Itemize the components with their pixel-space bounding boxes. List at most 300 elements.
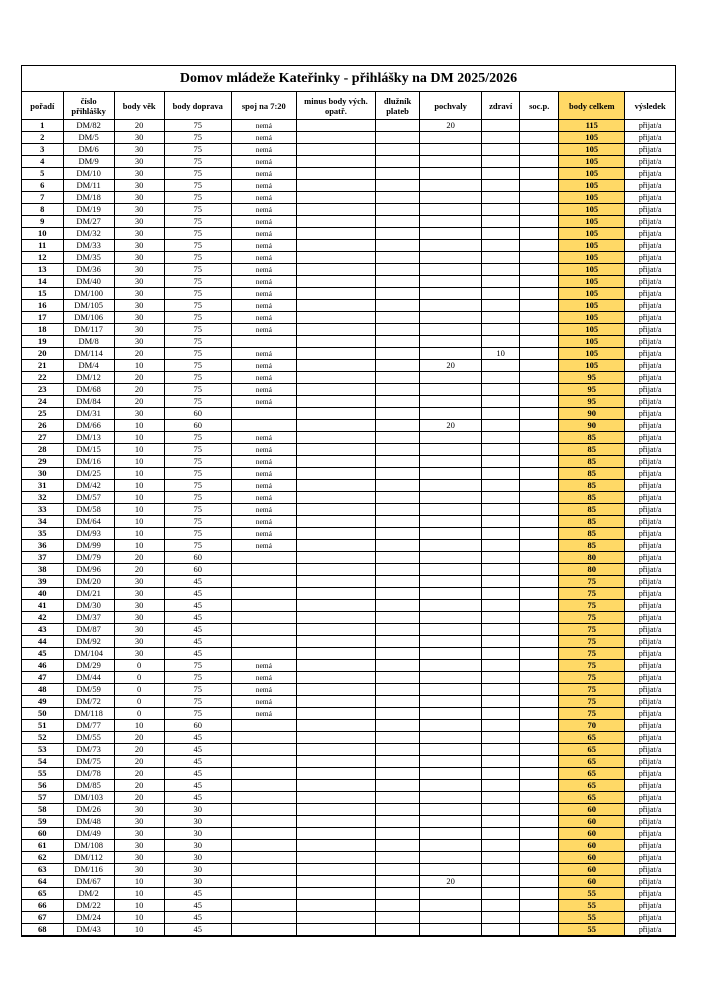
cell-body-celkem: 65	[559, 792, 625, 804]
cell-body-doprava: 60	[164, 720, 231, 732]
cell-pochvaly	[420, 156, 482, 168]
cell-dluznik	[376, 420, 420, 432]
cell-body-doprava: 75	[164, 660, 231, 672]
cell-poradi: 61	[22, 840, 63, 852]
cell-soc-p	[520, 576, 559, 588]
cell-body-celkem: 85	[559, 480, 625, 492]
cell-spoj: nemá	[231, 684, 296, 696]
cell-body-celkem: 90	[559, 420, 625, 432]
cell-dluznik	[376, 804, 420, 816]
cell-poradi: 55	[22, 768, 63, 780]
table-row	[22, 828, 675, 840]
cell-body-celkem: 75	[559, 576, 625, 588]
cell-vysledek: přijat/a	[625, 492, 675, 504]
cell-body-vek: 30	[114, 336, 164, 348]
cell-zdravi	[482, 732, 520, 744]
table-row	[22, 924, 675, 936]
table-row	[22, 864, 675, 876]
cell-poradi: 17	[22, 312, 63, 324]
cell-body-doprava: 75	[164, 444, 231, 456]
cell-pochvaly	[420, 756, 482, 768]
cell-spoj: nemá	[231, 516, 296, 528]
cell-body-vek: 30	[114, 840, 164, 852]
cell-body-doprava: 30	[164, 804, 231, 816]
cell-vysledek: přijat/a	[625, 312, 675, 324]
cell-cislo-prihlasky: DM/43	[63, 924, 114, 936]
cell-pochvaly	[420, 324, 482, 336]
table-row	[22, 756, 675, 768]
col-header-cislo-prihlasky: číslo přihlášky	[63, 92, 114, 120]
cell-cislo-prihlasky: DM/5	[63, 132, 114, 144]
cell-body-vek: 20	[114, 792, 164, 804]
cell-pochvaly	[420, 384, 482, 396]
cell-minus-body	[296, 648, 375, 660]
cell-body-vek: 30	[114, 804, 164, 816]
cell-spoj: nemá	[231, 444, 296, 456]
cell-body-doprava: 75	[164, 480, 231, 492]
cell-minus-body	[296, 144, 375, 156]
cell-pochvaly	[420, 252, 482, 264]
cell-body-celkem: 80	[559, 564, 625, 576]
cell-body-celkem: 105	[559, 192, 625, 204]
cell-body-doprava: 75	[164, 240, 231, 252]
cell-zdravi	[482, 288, 520, 300]
cell-zdravi	[482, 204, 520, 216]
cell-cislo-prihlasky: DM/32	[63, 228, 114, 240]
cell-pochvaly	[420, 744, 482, 756]
cell-spoj: nemá	[231, 120, 296, 132]
cell-body-vek: 10	[114, 876, 164, 888]
table-row	[22, 804, 675, 816]
cell-zdravi	[482, 924, 520, 936]
cell-dluznik	[376, 372, 420, 384]
cell-vysledek: přijat/a	[625, 528, 675, 540]
page-title: Domov mládeže Kateřinky - přihlášky na DM 2025/2026	[22, 66, 675, 92]
cell-zdravi	[482, 528, 520, 540]
cell-spoj: nemá	[231, 384, 296, 396]
table-row	[22, 696, 675, 708]
cell-vysledek: přijat/a	[625, 600, 675, 612]
cell-minus-body	[296, 444, 375, 456]
cell-dluznik	[376, 864, 420, 876]
cell-poradi: 15	[22, 288, 63, 300]
cell-zdravi	[482, 372, 520, 384]
table-row	[22, 900, 675, 912]
cell-soc-p	[520, 540, 559, 552]
cell-body-doprava: 75	[164, 456, 231, 468]
cell-body-vek: 30	[114, 288, 164, 300]
cell-soc-p	[520, 480, 559, 492]
cell-minus-body	[296, 744, 375, 756]
cell-vysledek: přijat/a	[625, 876, 675, 888]
cell-soc-p	[520, 384, 559, 396]
cell-body-celkem: 75	[559, 660, 625, 672]
cell-spoj: nemá	[231, 192, 296, 204]
cell-poradi: 35	[22, 528, 63, 540]
cell-spoj: nemá	[231, 228, 296, 240]
cell-body-celkem: 105	[559, 144, 625, 156]
cell-pochvaly	[420, 144, 482, 156]
table-row	[22, 852, 675, 864]
cell-spoj	[231, 732, 296, 744]
cell-poradi: 38	[22, 564, 63, 576]
cell-body-celkem: 65	[559, 780, 625, 792]
table-row	[22, 768, 675, 780]
cell-vysledek: přijat/a	[625, 552, 675, 564]
cell-spoj	[231, 636, 296, 648]
cell-soc-p	[520, 828, 559, 840]
cell-body-celkem: 85	[559, 432, 625, 444]
table-row	[22, 564, 675, 576]
cell-cislo-prihlasky: DM/114	[63, 348, 114, 360]
cell-spoj: nemá	[231, 204, 296, 216]
cell-cislo-prihlasky: DM/2	[63, 888, 114, 900]
cell-pochvaly	[420, 612, 482, 624]
cell-vysledek: přijat/a	[625, 720, 675, 732]
cell-pochvaly	[420, 504, 482, 516]
cell-pochvaly	[420, 132, 482, 144]
table-row	[22, 528, 675, 540]
cell-soc-p	[520, 192, 559, 204]
cell-vysledek: přijat/a	[625, 648, 675, 660]
cell-dluznik	[376, 732, 420, 744]
table-row	[22, 288, 675, 300]
cell-poradi: 26	[22, 420, 63, 432]
cell-poradi: 68	[22, 924, 63, 936]
cell-cislo-prihlasky: DM/58	[63, 504, 114, 516]
cell-cislo-prihlasky: DM/96	[63, 564, 114, 576]
cell-poradi: 27	[22, 432, 63, 444]
cell-soc-p	[520, 792, 559, 804]
cell-minus-body	[296, 552, 375, 564]
cell-poradi: 9	[22, 216, 63, 228]
cell-soc-p	[520, 732, 559, 744]
cell-dluznik	[376, 156, 420, 168]
cell-pochvaly	[420, 480, 482, 492]
table-row	[22, 516, 675, 528]
cell-soc-p	[520, 564, 559, 576]
cell-spoj	[231, 900, 296, 912]
cell-poradi: 20	[22, 348, 63, 360]
table-body	[22, 120, 675, 936]
cell-minus-body	[296, 204, 375, 216]
table-row	[22, 792, 675, 804]
cell-poradi: 49	[22, 696, 63, 708]
cell-minus-body	[296, 324, 375, 336]
cell-body-vek: 20	[114, 120, 164, 132]
cell-zdravi	[482, 648, 520, 660]
cell-soc-p	[520, 420, 559, 432]
cell-soc-p	[520, 744, 559, 756]
cell-zdravi	[482, 624, 520, 636]
table-row	[22, 648, 675, 660]
cell-body-doprava: 75	[164, 432, 231, 444]
cell-body-celkem: 105	[559, 180, 625, 192]
cell-dluznik	[376, 504, 420, 516]
table-row	[22, 168, 675, 180]
cell-cislo-prihlasky: DM/8	[63, 336, 114, 348]
cell-zdravi	[482, 492, 520, 504]
cell-cislo-prihlasky: DM/26	[63, 804, 114, 816]
cell-minus-body	[296, 312, 375, 324]
cell-body-celkem: 60	[559, 804, 625, 816]
cell-body-vek: 10	[114, 468, 164, 480]
cell-minus-body	[296, 756, 375, 768]
cell-body-vek: 30	[114, 588, 164, 600]
cell-dluznik	[376, 876, 420, 888]
cell-body-vek: 10	[114, 528, 164, 540]
cell-spoj	[231, 804, 296, 816]
table-row	[22, 264, 675, 276]
table-row	[22, 492, 675, 504]
cell-minus-body	[296, 780, 375, 792]
cell-body-celkem: 105	[559, 228, 625, 240]
cell-body-doprava: 75	[164, 168, 231, 180]
cell-pochvaly	[420, 888, 482, 900]
cell-soc-p	[520, 276, 559, 288]
cell-vysledek: přijat/a	[625, 708, 675, 720]
cell-body-doprava: 75	[164, 516, 231, 528]
cell-vysledek: přijat/a	[625, 300, 675, 312]
cell-body-vek: 30	[114, 252, 164, 264]
cell-pochvaly	[420, 720, 482, 732]
cell-zdravi	[482, 360, 520, 372]
cell-body-doprava: 75	[164, 252, 231, 264]
cell-cislo-prihlasky: DM/30	[63, 600, 114, 612]
cell-dluznik	[376, 756, 420, 768]
applications-sheet	[21, 65, 676, 937]
cell-pochvaly: 20	[420, 360, 482, 372]
cell-body-vek: 30	[114, 828, 164, 840]
cell-spoj: nemá	[231, 288, 296, 300]
cell-minus-body	[296, 636, 375, 648]
cell-cislo-prihlasky: DM/22	[63, 900, 114, 912]
cell-pochvaly	[420, 240, 482, 252]
cell-zdravi	[482, 696, 520, 708]
table-row	[22, 600, 675, 612]
cell-poradi: 54	[22, 756, 63, 768]
cell-zdravi	[482, 684, 520, 696]
cell-zdravi	[482, 564, 520, 576]
cell-minus-body	[296, 516, 375, 528]
cell-zdravi	[482, 144, 520, 156]
cell-cislo-prihlasky: DM/106	[63, 312, 114, 324]
cell-dluznik	[376, 924, 420, 936]
cell-vysledek: přijat/a	[625, 240, 675, 252]
cell-soc-p	[520, 924, 559, 936]
cell-spoj: nemá	[231, 432, 296, 444]
cell-body-celkem: 95	[559, 384, 625, 396]
cell-cislo-prihlasky: DM/40	[63, 276, 114, 288]
cell-vysledek: přijat/a	[625, 504, 675, 516]
cell-body-celkem: 75	[559, 624, 625, 636]
cell-zdravi	[482, 168, 520, 180]
cell-body-vek: 0	[114, 684, 164, 696]
cell-zdravi	[482, 192, 520, 204]
cell-pochvaly	[420, 780, 482, 792]
cell-body-vek: 20	[114, 396, 164, 408]
cell-pochvaly: 20	[420, 876, 482, 888]
cell-soc-p	[520, 288, 559, 300]
cell-poradi: 31	[22, 480, 63, 492]
cell-body-vek: 30	[114, 228, 164, 240]
cell-vysledek: přijat/a	[625, 888, 675, 900]
cell-minus-body	[296, 432, 375, 444]
cell-soc-p	[520, 900, 559, 912]
cell-pochvaly	[420, 348, 482, 360]
cell-minus-body	[296, 180, 375, 192]
cell-minus-body	[296, 804, 375, 816]
cell-cislo-prihlasky: DM/35	[63, 252, 114, 264]
cell-soc-p	[520, 816, 559, 828]
cell-vysledek: přijat/a	[625, 156, 675, 168]
cell-poradi: 37	[22, 552, 63, 564]
cell-body-vek: 30	[114, 132, 164, 144]
cell-minus-body	[296, 816, 375, 828]
cell-zdravi	[482, 180, 520, 192]
applications-table	[22, 92, 675, 936]
cell-dluznik	[376, 576, 420, 588]
cell-cislo-prihlasky: DM/16	[63, 456, 114, 468]
cell-soc-p	[520, 552, 559, 564]
cell-dluznik	[376, 492, 420, 504]
cell-vysledek: přijat/a	[625, 468, 675, 480]
cell-dluznik	[376, 132, 420, 144]
cell-body-vek: 10	[114, 924, 164, 936]
cell-pochvaly	[420, 768, 482, 780]
table-row	[22, 888, 675, 900]
cell-zdravi	[482, 792, 520, 804]
cell-poradi: 21	[22, 360, 63, 372]
cell-poradi: 62	[22, 852, 63, 864]
cell-vysledek: přijat/a	[625, 516, 675, 528]
cell-poradi: 42	[22, 612, 63, 624]
cell-poradi: 22	[22, 372, 63, 384]
cell-body-celkem: 105	[559, 264, 625, 276]
table-row	[22, 192, 675, 204]
table-row	[22, 420, 675, 432]
cell-minus-body	[296, 168, 375, 180]
cell-body-celkem: 105	[559, 324, 625, 336]
cell-cislo-prihlasky: DM/37	[63, 612, 114, 624]
cell-cislo-prihlasky: DM/13	[63, 432, 114, 444]
cell-body-doprava: 75	[164, 144, 231, 156]
cell-body-celkem: 105	[559, 252, 625, 264]
cell-spoj: nemá	[231, 480, 296, 492]
table-row	[22, 732, 675, 744]
cell-spoj	[231, 876, 296, 888]
cell-vysledek: přijat/a	[625, 612, 675, 624]
cell-zdravi	[482, 864, 520, 876]
cell-minus-body	[296, 408, 375, 420]
cell-soc-p	[520, 768, 559, 780]
cell-body-celkem: 85	[559, 516, 625, 528]
cell-body-doprava: 75	[164, 312, 231, 324]
cell-minus-body	[296, 696, 375, 708]
cell-spoj: nemá	[231, 180, 296, 192]
cell-zdravi	[482, 156, 520, 168]
cell-cislo-prihlasky: DM/42	[63, 480, 114, 492]
cell-cislo-prihlasky: DM/85	[63, 780, 114, 792]
cell-pochvaly	[420, 444, 482, 456]
cell-body-doprava: 75	[164, 528, 231, 540]
cell-poradi: 14	[22, 276, 63, 288]
cell-poradi: 36	[22, 540, 63, 552]
table-row	[22, 204, 675, 216]
cell-minus-body	[296, 564, 375, 576]
cell-body-celkem: 80	[559, 552, 625, 564]
cell-minus-body	[296, 300, 375, 312]
cell-dluznik	[376, 456, 420, 468]
cell-poradi: 10	[22, 228, 63, 240]
cell-vysledek: přijat/a	[625, 624, 675, 636]
cell-minus-body	[296, 420, 375, 432]
col-header-soc-p: soc.p.	[520, 92, 559, 120]
cell-zdravi	[482, 276, 520, 288]
cell-body-celkem: 105	[559, 204, 625, 216]
cell-pochvaly	[420, 672, 482, 684]
cell-dluznik	[376, 720, 420, 732]
cell-body-vek: 20	[114, 744, 164, 756]
cell-body-vek: 20	[114, 780, 164, 792]
cell-body-doprava: 75	[164, 156, 231, 168]
cell-pochvaly	[420, 456, 482, 468]
cell-vysledek: přijat/a	[625, 576, 675, 588]
cell-cislo-prihlasky: DM/103	[63, 792, 114, 804]
cell-body-doprava: 75	[164, 708, 231, 720]
table-row	[22, 396, 675, 408]
cell-spoj: nemá	[231, 360, 296, 372]
cell-cislo-prihlasky: DM/36	[63, 264, 114, 276]
cell-vysledek: přijat/a	[625, 252, 675, 264]
cell-body-doprava: 45	[164, 624, 231, 636]
cell-poradi: 39	[22, 576, 63, 588]
cell-vysledek: přijat/a	[625, 480, 675, 492]
cell-poradi: 34	[22, 516, 63, 528]
table-row	[22, 504, 675, 516]
cell-vysledek: přijat/a	[625, 228, 675, 240]
cell-spoj: nemá	[231, 144, 296, 156]
cell-dluznik	[376, 192, 420, 204]
cell-body-celkem: 65	[559, 756, 625, 768]
cell-minus-body	[296, 708, 375, 720]
cell-zdravi	[482, 720, 520, 732]
cell-vysledek: přijat/a	[625, 756, 675, 768]
cell-vysledek: přijat/a	[625, 144, 675, 156]
cell-poradi: 23	[22, 384, 63, 396]
cell-body-doprava: 30	[164, 876, 231, 888]
cell-zdravi	[482, 252, 520, 264]
cell-vysledek: přijat/a	[625, 780, 675, 792]
table-row	[22, 876, 675, 888]
cell-soc-p	[520, 600, 559, 612]
cell-minus-body	[296, 456, 375, 468]
cell-pochvaly: 20	[420, 420, 482, 432]
cell-dluznik	[376, 144, 420, 156]
cell-body-vek: 30	[114, 864, 164, 876]
cell-zdravi	[482, 120, 520, 132]
cell-minus-body	[296, 912, 375, 924]
cell-cislo-prihlasky: DM/87	[63, 624, 114, 636]
table-row	[22, 684, 675, 696]
cell-body-doprava: 75	[164, 216, 231, 228]
cell-minus-body	[296, 840, 375, 852]
table-row	[22, 144, 675, 156]
cell-vysledek: přijat/a	[625, 816, 675, 828]
cell-body-vek: 20	[114, 564, 164, 576]
table-row	[22, 480, 675, 492]
cell-poradi: 65	[22, 888, 63, 900]
